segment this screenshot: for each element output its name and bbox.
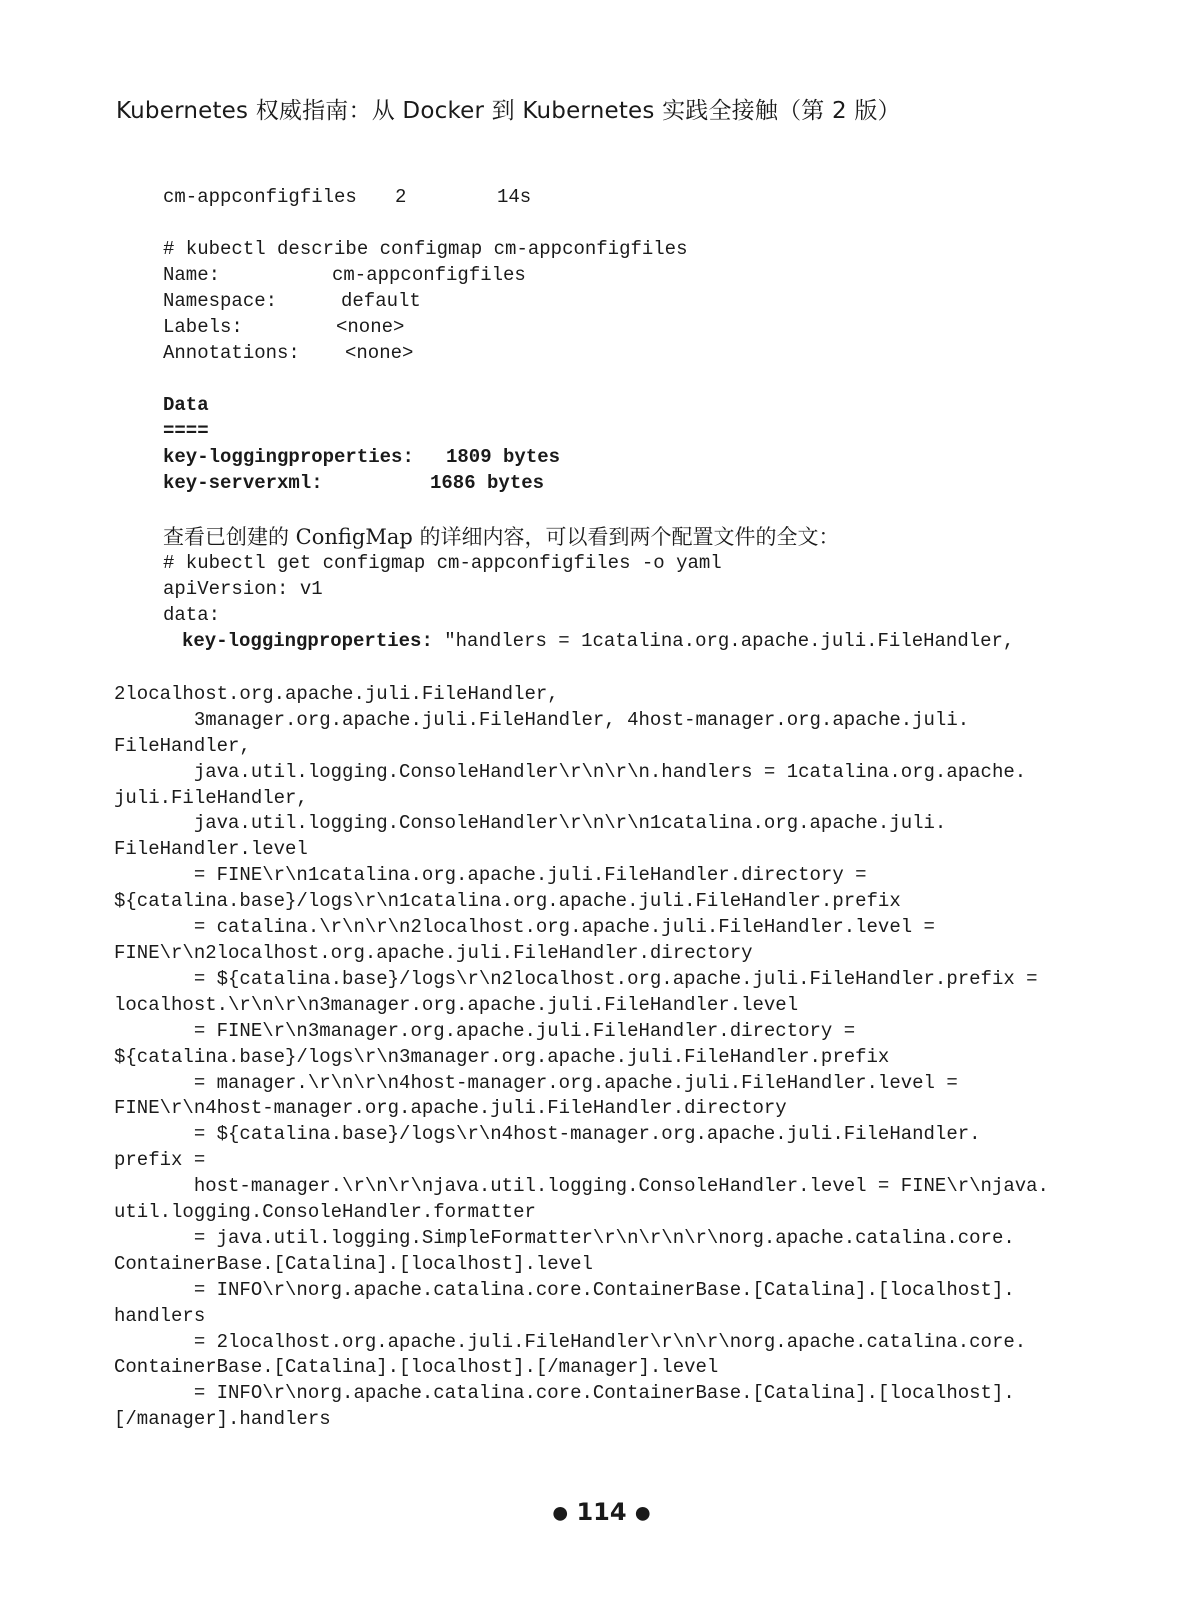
- data-heading: Data: [163, 394, 209, 416]
- code-line: ${catalina.base}/logs\r\n1catalina.org.apache.juli.FileHandler.prefix: [114, 890, 901, 913]
- code-line: = catalina.\r\n\r\n2localhost.org.apache.juli.FileHandler.level =: [114, 916, 935, 939]
- configmap-name: cm-appconfigfiles: [163, 186, 357, 208]
- code-line: prefix =: [114, 1149, 206, 1172]
- code-line: 3manager.org.apache.juli.FileHandler, 4host-manager.org.apache.juli.: [114, 708, 970, 731]
- code-line: host-manager.\r\n\r\njava.util.logging.ConsoleHandler.level = FINE\r\njava.: [114, 1175, 1049, 1198]
- data-entry-size: 1809 bytes: [446, 446, 561, 468]
- yaml-value-block: [114, 656, 1049, 1459]
- describe-name-label: Name:: [163, 264, 221, 286]
- yaml-first-value: "handlers = 1catalina.org.apache.juli.FileHandler,: [432, 630, 1015, 652]
- code-line: juli.FileHandler,: [114, 786, 308, 809]
- describe-annotations-value: <none>: [345, 342, 414, 364]
- code-line: = FINE\r\n1catalina.org.apache.juli.FileHandler.directory =: [114, 864, 867, 887]
- code-line: ContainerBase.[Catalina].[localhost].level: [114, 1252, 593, 1275]
- describe-annotations-label: Annotations:: [163, 342, 300, 364]
- yaml-data-label: data:: [163, 604, 221, 626]
- describe-namespace-value: default: [341, 290, 421, 312]
- code-line: handlers: [114, 1304, 206, 1327]
- bullet-icon: ●: [552, 1502, 569, 1524]
- yaml-key-line: [182, 630, 1014, 652]
- code-line: java.util.logging.ConsoleHandler\r\n\r\n.handlers = 1catalina.org.apache.: [114, 760, 1027, 783]
- describe-namespace-label: Namespace:: [163, 290, 278, 312]
- code-line: 2localhost.org.apache.juli.FileHandler,: [114, 682, 559, 705]
- code-line: [/manager].handlers: [114, 1408, 331, 1431]
- yaml-api-version: apiVersion: v1: [163, 578, 323, 600]
- page-number-value: 114: [576, 1498, 627, 1526]
- code-line: java.util.logging.ConsoleHandler\r\n\r\n1catalina.org.apache.juli.: [114, 812, 947, 835]
- code-line: = FINE\r\n3manager.org.apache.juli.FileHandler.directory =: [114, 1019, 856, 1042]
- code-line: FileHandler,: [114, 734, 251, 757]
- data-underline: ====: [163, 420, 209, 442]
- code-line: = INFO\r\norg.apache.catalina.core.ContainerBase.[Catalina].[localhost].: [114, 1382, 1015, 1405]
- body-paragraph: 查看已创建的 ConfigMap 的详细内容，可以看到两个配置文件的全文：: [163, 525, 840, 549]
- code-line: = ${catalina.base}/logs\r\n2localhost.org.apache.juli.FileHandler.prefix =: [114, 967, 1038, 990]
- code-line: FINE\r\n4host-manager.org.apache.juli.FileHandler.directory: [114, 1097, 787, 1120]
- code-line: ContainerBase.[Catalina].[localhost].[/manager].level: [114, 1356, 719, 1379]
- data-entry-size: 1686 bytes: [430, 472, 545, 494]
- page-number: [0, 1498, 1203, 1526]
- data-entry-key: key-loggingproperties:: [163, 446, 414, 468]
- bullet-icon: ●: [634, 1502, 651, 1524]
- describe-labels-label: Labels:: [163, 316, 243, 338]
- configmap-age: 14s: [497, 186, 532, 208]
- code-line: = java.util.logging.SimpleFormatter\r\n\r\n\r\norg.apache.catalina.core.: [114, 1226, 1015, 1249]
- describe-command: # kubectl describe configmap cm-appconfigfiles: [163, 238, 688, 260]
- code-line: = manager.\r\n\r\n4host-manager.org.apache.juli.FileHandler.level =: [114, 1071, 958, 1094]
- code-line: localhost.\r\n\r\n3manager.org.apache.juli.FileHandler.level: [114, 993, 799, 1016]
- running-header: Kubernetes 权威指南：从 Docker 到 Kubernetes 实践全接触（第 2 版）: [116, 98, 901, 124]
- describe-name-value: cm-appconfigfiles: [332, 264, 526, 286]
- code-line: = ${catalina.base}/logs\r\n4host-manager.org.apache.juli.FileHandler.: [114, 1123, 981, 1146]
- configmap-data-count: 2: [395, 186, 407, 208]
- yaml-key: key-loggingproperties:: [182, 630, 433, 652]
- yaml-command: # kubectl get configmap cm-appconfigfiles -o yaml: [163, 552, 722, 574]
- code-line: FINE\r\n2localhost.org.apache.juli.FileHandler.directory: [114, 941, 753, 964]
- configmap-list-row: [163, 186, 532, 208]
- code-line: = 2localhost.org.apache.juli.FileHandler\r\n\r\norg.apache.catalina.core.: [114, 1330, 1027, 1353]
- data-entry-key: key-serverxml:: [163, 472, 323, 494]
- code-line: ${catalina.base}/logs\r\n3manager.org.apache.juli.FileHandler.prefix: [114, 1045, 890, 1068]
- code-line: util.logging.ConsoleHandler.formatter: [114, 1201, 536, 1224]
- code-line: = INFO\r\norg.apache.catalina.core.ContainerBase.[Catalina].[localhost].: [114, 1278, 1015, 1301]
- describe-labels-value: <none>: [336, 316, 405, 338]
- code-line: FileHandler.level: [114, 838, 308, 861]
